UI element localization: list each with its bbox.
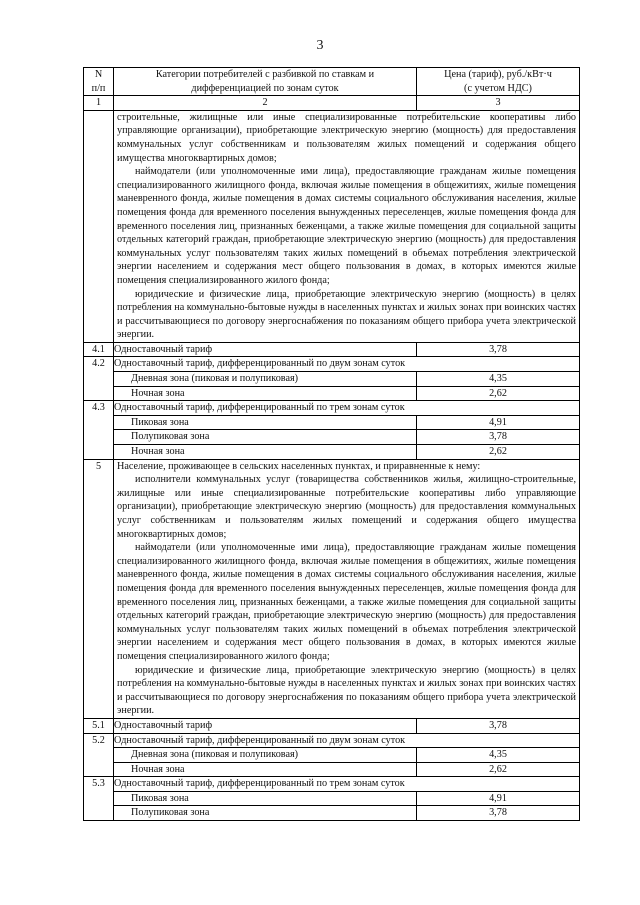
zone-label: Пиковая зона <box>114 791 417 806</box>
table-row <box>84 762 580 777</box>
zone-price: 2,62 <box>417 762 580 777</box>
rate-price: 3,78 <box>417 718 580 733</box>
category-paragraph: наймодатели (или уполномоченные ими лица), предоставляющие гражданам жилые помещения специализированного жилищного фонда, включая жилые помещения в общежитиях, жилые помещения маневренного фонда, жилые помещения в домах системы социального обслуживания населения, жилые помещения фонда для временного поселения вынужденных переселенцев, жилые помещения фонда для временного поселения лиц, признанных беженцами, а также жилые помещения для социальной защиты отдельных категорий граждан, приобретающие электрическую энергию (мощность) для предоставления коммунальных услуг пользователям таких жилых помещений в объемах потребления электрической энергии населением и содержания мест общего пользования в домах, в которых имеются жилые помещения специализированного жилого фонда; <box>117 542 576 662</box>
rate-label: Одноставочный тариф, дифференцированный по двум зонам суток <box>114 733 580 748</box>
rate-label: Одноставочный тариф <box>114 718 417 733</box>
table-row <box>84 415 580 430</box>
category-heading: Население, проживающее в сельских населенных пунктах, и приравненные к нему: <box>117 460 481 472</box>
zone-label: Дневная зона (пиковая и полупиковая) <box>114 372 417 387</box>
header-price <box>417 68 580 96</box>
table-row <box>84 806 580 821</box>
category-text <box>114 459 580 718</box>
table-row <box>84 357 580 372</box>
column-index-3: 3 <box>417 96 580 111</box>
header-price-line1: Цена (тариф), руб./кВт·ч <box>444 69 552 80</box>
header-category <box>114 68 417 96</box>
row-number: 5.3 <box>84 777 114 821</box>
page-number: 3 <box>316 38 324 53</box>
rate-price: 3,78 <box>417 342 580 357</box>
table-row <box>84 445 580 460</box>
rate-label: Одноставочный тариф, дифференцированный по двум зонам суток <box>114 357 580 372</box>
header-number-line2: п/п <box>91 82 106 94</box>
zone-price: 3,78 <box>417 430 580 445</box>
zone-price: 3,78 <box>417 806 580 821</box>
table-header-row <box>84 68 580 96</box>
rate-label: Одноставочный тариф, дифференцированный по трем зонам суток <box>114 401 580 416</box>
category-paragraph: юридические и физические лица, приобретающие электрическую энергию (мощность) в целях потребления на коммунально-бытовые нужды в населенных пунктах и жилых зонах при воинских частях и рассчитывающиеся по договору энергоснабжения по показаниям общего прибора учета электрической энергии. <box>117 288 576 341</box>
table-row <box>84 372 580 387</box>
zone-label: Ночная зона <box>114 762 417 777</box>
column-index-2: 2 <box>114 96 417 111</box>
header-category-line2: дифференциацией по зонам суток <box>191 82 339 94</box>
zone-price: 2,62 <box>417 386 580 401</box>
category-paragraph: строительные, жилищные или иные специализированные потребительские кооперативы либо управляющие организации), приобретающие электрическую энергию (мощность) для предоставления коммунальных услуг собственникам и пользователям жилых помещений и содержания общего имущества многоквартирных домов; <box>117 111 576 164</box>
header-category-line1: Категории потребителей с разбивкой по ставкам и <box>155 69 375 80</box>
zone-price: 4,35 <box>417 748 580 763</box>
table-row <box>84 791 580 806</box>
rate-label: Одноставочный тариф <box>114 342 417 357</box>
zone-label: Полупиковая зона <box>114 430 417 445</box>
zone-label: Пиковая зона <box>114 415 417 430</box>
row-number: 5.2 <box>84 733 114 777</box>
category-paragraph: юридические и физические лица, приобретающие электрическую энергию (мощность) в целях потребления на коммунально-бытовые нужды в населенных пунктах и жилых зонах при воинских частях и рассчитывающиеся по договору энергоснабжения по показаниям общего прибора учета электрической энергии. <box>117 664 576 717</box>
row-number: 5.1 <box>84 718 114 733</box>
table-row <box>84 718 580 733</box>
table-row <box>84 459 580 718</box>
category-paragraph: наймодатели (или уполномоченные ими лица), предоставляющие гражданам жилые помещения специализированного жилищного фонда, включая жилые помещения в общежитиях, жилые помещения маневренного фонда, жилые помещения в домах системы социального обслуживания населения, жилые помещения фонда для временного поселения вынужденных переселенцев, жилые помещения фонда для временного поселения лиц, признанных беженцами, а также жилые помещения для социальной защиты отдельных категорий граждан, приобретающие электрическую энергию (мощность) для предоставления коммунальных услуг пользователям таких жилых помещений в объемах потребления электрической энергии населением и содержания мест общего пользования в домах, в которых имеются жилые помещения специализированного жилого фонда; <box>117 166 576 286</box>
row-number: 4.2 <box>84 357 114 401</box>
zone-label: Дневная зона (пиковая и полупиковая) <box>114 748 417 763</box>
table-row <box>84 342 580 357</box>
zone-price: 4,91 <box>417 415 580 430</box>
column-index-row <box>84 96 580 111</box>
rate-label: Одноставочный тариф, дифференцированный по трем зонам суток <box>114 777 580 792</box>
table-row <box>84 401 580 416</box>
header-number-line1: N <box>94 69 103 80</box>
category-text <box>114 110 580 342</box>
row-number: 5 <box>84 459 114 718</box>
tariff-table <box>83 67 580 821</box>
header-price-line2: (с учетом НДС) <box>464 82 532 94</box>
zone-price: 4,35 <box>417 372 580 387</box>
zone-price: 4,91 <box>417 791 580 806</box>
zone-label: Ночная зона <box>114 445 417 460</box>
table-row <box>84 777 580 792</box>
zone-label: Ночная зона <box>114 386 417 401</box>
header-number <box>84 68 114 96</box>
zone-label: Полупиковая зона <box>114 806 417 821</box>
table-row <box>84 748 580 763</box>
row-number: 4.3 <box>84 401 114 459</box>
zone-price: 2,62 <box>417 445 580 460</box>
column-index-1: 1 <box>84 96 114 111</box>
table-row <box>84 386 580 401</box>
row-number: 4.1 <box>84 342 114 357</box>
row-number <box>84 110 114 342</box>
table-row <box>84 430 580 445</box>
category-paragraph: исполнители коммунальных услуг (товарищества собственников жилья, жилищно-строительные, жилищные или иные специализированные потребительские кооперативы либо управляющие организации), приобретающие электрическую энергию (мощность) для предоставления коммунальных услуг собственникам и пользователям жилых помещений и содержания общего имущества многоквартирных домов; <box>117 474 576 540</box>
table-row <box>84 733 580 748</box>
table-row <box>84 110 580 342</box>
